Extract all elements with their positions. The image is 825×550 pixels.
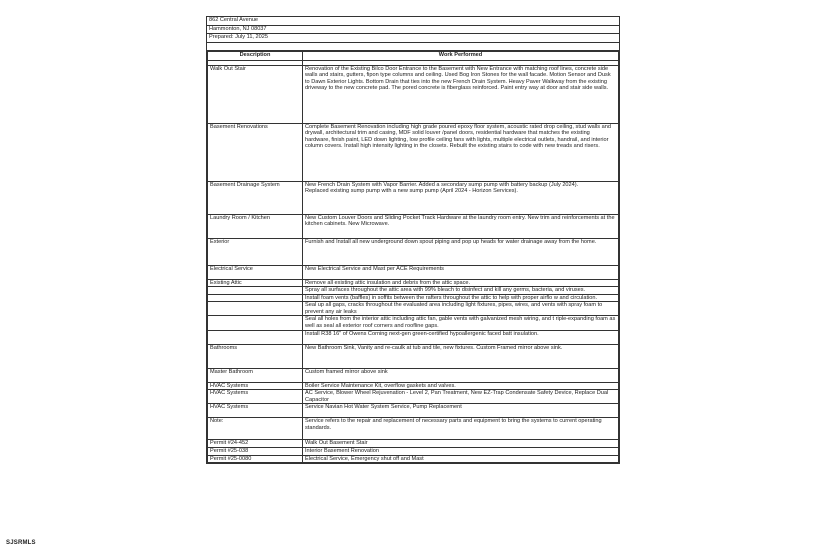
- row-work: AC Service, Blower Wheel Rejuvenation - Level 2, Pan Treatment, New EZ-Trap Condensate Safety Device, Replace Dual Capacitor: [303, 390, 619, 404]
- row-work: Custom framed mirror above sink: [303, 368, 619, 382]
- table-row: [208, 238, 619, 265]
- mls-watermark: SJSRMLS: [6, 540, 36, 546]
- row-description: [208, 294, 303, 302]
- table-row: [208, 418, 619, 440]
- table-row: [208, 294, 619, 302]
- table-header-row: [208, 51, 619, 60]
- row-work: Install foam vents (baffles) in soffits between the rafters throughout the attic to help with proper airflo w and circulation.: [303, 294, 619, 302]
- work-performed-header: Work Performed: [303, 51, 619, 60]
- row-work: Service Navian Hot Water System Service, Pump Replacement: [303, 404, 619, 418]
- table-row: [208, 123, 619, 181]
- row-work: New Electrical Service and Mast per ACE Requirements: [303, 265, 619, 279]
- row-description: Basement Drainage System: [208, 181, 303, 214]
- row-work: Electrical Service, Emergency shut off and Mast: [303, 455, 619, 463]
- row-work: Walk Out Basement Stair: [303, 440, 619, 448]
- row-description: HVAC Systems: [208, 390, 303, 404]
- table-row: [208, 455, 619, 463]
- row-work: New French Drain System with Vapor Barrier. Added a secondary sump pump with battery backup (July 2024). Replaced existing sump pump with a new sump pump (April 2024 - Horizon Services).: [303, 181, 619, 214]
- row-work: New Custom Louver Doors and Sliding Pocket Track Hardware at the laundry room entry. New trim and reinforcements at the kitchen cabinets. New Microwave.: [303, 214, 619, 238]
- row-description: Permit #25-0080: [208, 455, 303, 463]
- table-row: [208, 302, 619, 316]
- row-description: Exterior: [208, 238, 303, 265]
- row-work: Seal all holes from the interior attic including attic fan, gable vents with galvanized mesh wiring, and t riple-expanding foam as well as seal all exterior roof corners and roofline gaps.: [303, 316, 619, 330]
- row-description: Basement Renovations: [208, 123, 303, 181]
- row-description: Permit #25-038: [208, 448, 303, 456]
- row-description: Laundry Room / Kitchen: [208, 214, 303, 238]
- table-row: [208, 448, 619, 456]
- table-row: [208, 368, 619, 382]
- row-description: Note:: [208, 418, 303, 440]
- city-line: Hammonton, NJ 08037: [207, 26, 619, 35]
- table-row: [208, 265, 619, 279]
- row-work: Service refers to the repair and replacement of necessary parts and equipment to bring the systems to current operating standards.: [303, 418, 619, 440]
- row-description: Electrical Service: [208, 265, 303, 279]
- table-row: [208, 440, 619, 448]
- row-description: [208, 302, 303, 316]
- row-work: Renovation of the Existing Bilco Door Entrance to the Basement with New Entrance with matching roof lines, concrete side walls and stairs, gutters, fipon type columns and ceiling. Used Bog Iron Stones for the wall facade. Motion Sensor and Dusk to Dawn Exterior Lights. Bottom Drain that ties into the new French Drain System. Heavy Paver Walkway from the existing driveway to the new concrete pad. The pored concrete is fiberglass reinforced. Paint entry way at door and stair side walls.: [303, 65, 619, 123]
- row-work: Remove all existing attic insulation and debris from the attic space.: [303, 279, 619, 287]
- spacer: [207, 43, 619, 51]
- table-row: [208, 214, 619, 238]
- address-line: 862 Central Avenue: [207, 17, 619, 26]
- row-description: [208, 287, 303, 295]
- row-description: Walk Out Stair: [208, 65, 303, 123]
- row-work: Furnish and Install all new underground down spout piping and pop up heads for water drainage away from the home.: [303, 238, 619, 265]
- row-work: Seal up all gaps, cracks throughout the evaluated area including light fixtures, pipes, wires, and vents with spray foam to prevent any air leaks: [303, 302, 619, 316]
- row-work: Complete Basement Renovation including high grade poured epoxy floor system, acoustic rated drop ceiling, stud walls and drywall, architectural trim and casing, MDF solid louver /panel doors, residential hardware that matches the existing hardware, finish paint, LED down lighting, low profile ceiling fans with lights, multiple electrical outlets, handrail, and interior column covers. Install high intensity lighting in the closets. Rebuilt the existing stairs to code with new treads and risers.: [303, 123, 619, 181]
- row-description: [208, 316, 303, 330]
- document-sheet: [206, 16, 620, 464]
- row-description: Master Bathroom: [208, 368, 303, 382]
- work-table: [207, 51, 619, 464]
- table-row: [208, 279, 619, 287]
- row-description: HVAC Systems: [208, 404, 303, 418]
- table-row: [208, 316, 619, 330]
- table-row: [208, 382, 619, 390]
- row-description: Bathrooms: [208, 344, 303, 368]
- prepared-line: Prepared: July 11, 2025: [207, 34, 619, 43]
- table-row: [208, 390, 619, 404]
- row-work: Boiler Service Maintenance Kit, overflow gaskets and valves.: [303, 382, 619, 390]
- table-row: [208, 287, 619, 295]
- table-row: [208, 181, 619, 214]
- row-work: Install R38 16" of Owens Corning next-gen green-certified hypoallergenic faced batt insulation.: [303, 330, 619, 344]
- row-work: Spray all surfaces throughout the attic area with 99% bleach to disinfect and kill any germs, bacteria, and viruses.: [303, 287, 619, 295]
- table-row: [208, 404, 619, 418]
- table-row: [208, 65, 619, 123]
- row-description: Permit #24-452: [208, 440, 303, 448]
- row-work: Interior Basement Renovation: [303, 448, 619, 456]
- row-work: New Bathroom Sink, Vanity and re-caulk at tub and tile, new fixtures. Custom Framed mirror above sink.: [303, 344, 619, 368]
- description-header: Description: [208, 51, 303, 60]
- row-description: HVAC Systems: [208, 382, 303, 390]
- table-row: [208, 330, 619, 344]
- row-description: Existing Attic: [208, 279, 303, 287]
- row-description: [208, 330, 303, 344]
- table-row: [208, 344, 619, 368]
